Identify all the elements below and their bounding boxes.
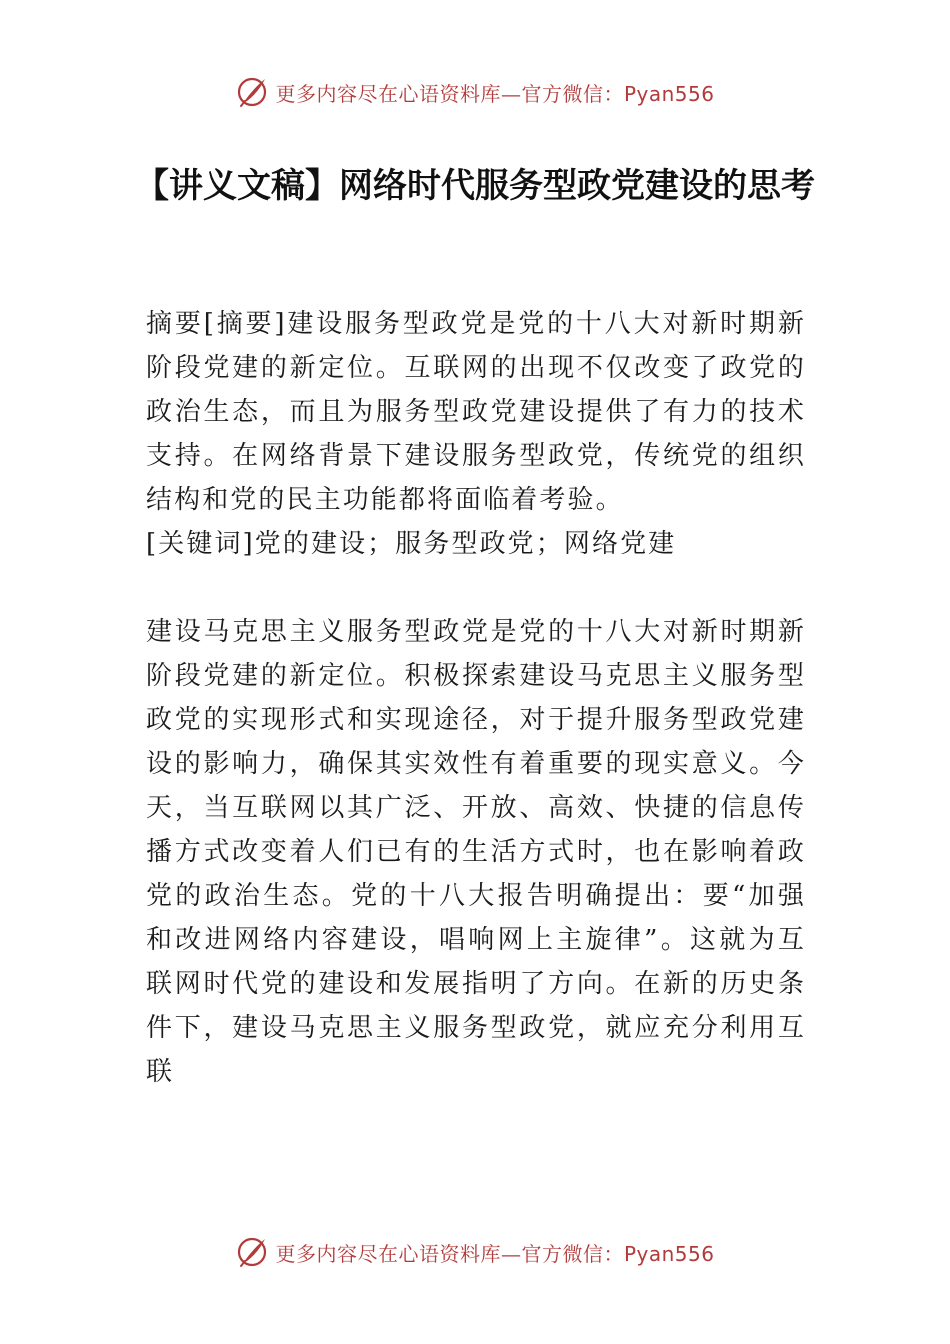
header-banner	[0, 70, 950, 114]
banner-text	[275, 78, 714, 107]
banner-wechat-text: 官方微信：Pyan556	[521, 1241, 715, 1266]
quill-logo-icon	[235, 75, 269, 109]
document-title: 【讲义文稿】网络时代服务型政党建设的思考	[135, 166, 815, 206]
banner-main-text: 更多内容尽在心语资料库—	[275, 1241, 522, 1266]
abstract-paragraph: 摘要[摘要]建设服务型政党是党的十八大对新时期新阶段党建的新定位。互联网的出现不仅改变了政党的政治生态，而且为服务型政党建设提供了有力的技术支持。在网络背景下建设服务型政党，传统党的组织结构和党的民主功能都将面临着考验。	[146, 309, 806, 515]
body-paragraph: 建设马克思主义服务型政党是党的十八大对新时期新阶段党建的新定位。积极探索建设马克思主义服务型政党的实现形式和实现途径，对于提升服务型政党建设的影响力，确保其实效性有着重要的现实意义。今天，当互联网以其广泛、开放、高效、快捷的信息传播方式改变着人们已有的生活方式时，也在影响着政党的政治生态。党的十八大报告明确提出：要“加强和改进网络内容建设，唱响网上主旋律”。这就为互联网时代党的建设和发展指明了方向。在新的历史条件下，建设马克思主义服务型政党，就应充分利用互联	[146, 617, 806, 1087]
quill-logo-icon	[235, 1235, 269, 1269]
footer-banner	[0, 1230, 950, 1274]
keywords-paragraph: [关键词]党的建设；服务型政党；网络党建	[146, 529, 677, 559]
banner-text	[275, 1238, 714, 1267]
document-body	[146, 302, 806, 1094]
banner-main-text: 更多内容尽在心语资料库—	[275, 81, 522, 106]
banner-wechat-text: 官方微信：Pyan556	[521, 81, 715, 106]
